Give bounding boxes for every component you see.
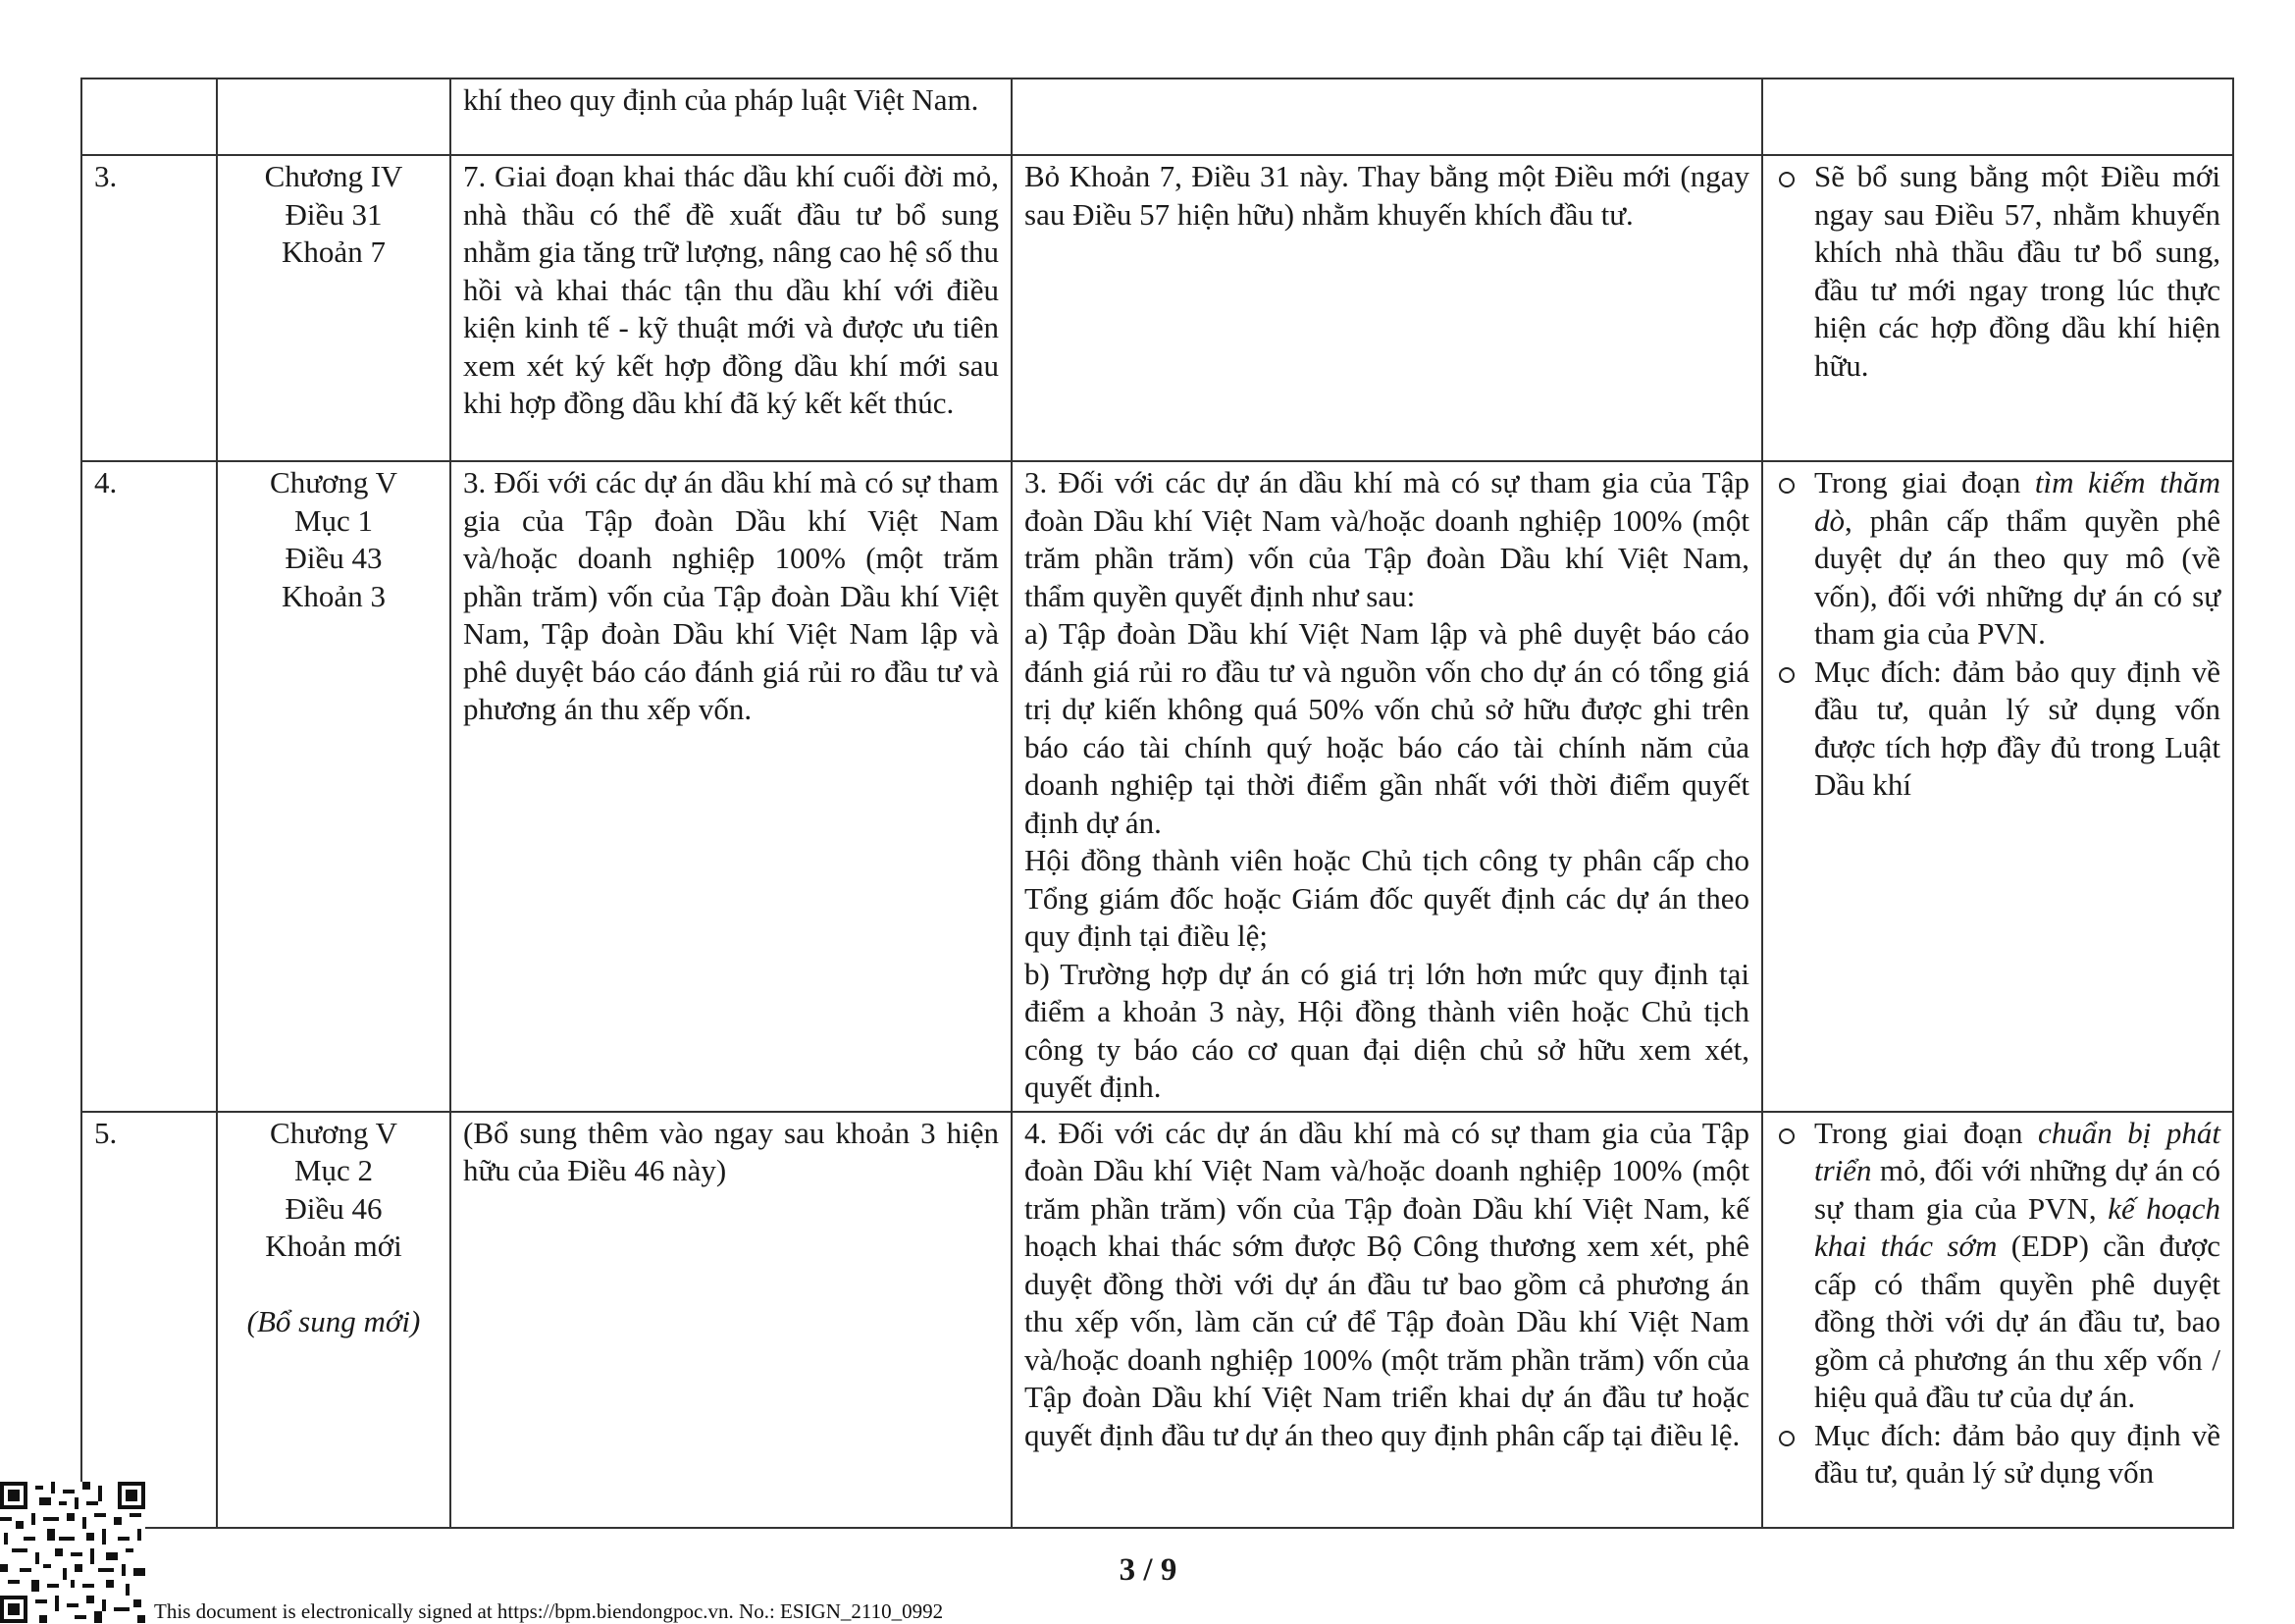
table-row [81,155,2233,461]
table-row [81,1112,2233,1528]
notes-list [1775,158,2220,385]
note-item: Sẽ bổ sung bằng một Điều mới ngay sau Điều 57, nhằm khuyến khích nhà thầu đầu tư bổ sung, đầu tư mới ngay trong lúc thực hiện các hợp đồng dầu khí hiện hữu. [1775,158,2220,385]
proposed-paragraph: 4. Đối với các dự án dầu khí mà có sự tham gia của Tập đoàn Dầu khí Việt Nam và/hoặc doanh nghiệp 100% (một trăm phần trăm) vốn của Tập đoàn Dầu khí Việt Nam, kế hoạch khai thác sớm được Bộ Công thương xem xét, phê duyệt đồng thời với dự án đầu tư bao gồm cả phương án thu xếp vốn, làm căn cứ để Tập đoàn Dầu khí Việt Nam và/hoặc doanh nghiệp 100% (một trăm phần trăm) vốn của Tập đoàn Dầu khí Việt Nam triển khai dự án đầu tư hoặc quyết định đầu tư dự án theo quy định phân cấp tại điều lệ. [1024,1115,1749,1452]
table-row [81,79,2233,155]
proposed-paragraph: b) Trường hợp dự án có giá trị lớn hơn mức quy định tại điểm a khoản 3 này, Hội đồng thành viên hoặc Chủ tịch công ty báo cáo cơ quan đại diện chủ sở hữu xem xét, quyết định. [1024,956,1749,1104]
reference-article: Điều 31 [285,196,383,232]
row-number [81,79,217,155]
proposed-paragraph: a) Tập đoàn Dầu khí Việt Nam lập và phê duyệt báo cáo đánh giá rủi ro đầu tư và nguồn vốn cho dự án có tổng giá trị dự kiến không quá 50% vốn chủ sở hữu được ghi trên báo cáo tài chính quý hoặc báo cáo tài chính năm của doanh nghiệp tại thời điểm gần nhất với thời điểm quyết định dự án. [1024,616,1749,840]
proposed-text-cell [1012,461,1762,1112]
reference-article: Điều 43 [285,541,383,575]
reference-chapter: Chương V [270,1115,397,1150]
notes-cell [1762,79,2233,155]
current-text-cell: 7. Giai đoạn khai thác dầu khí cuối đời mỏ, nhà thầu có thể đề xuất đầu tư bổ sung nhằm gia tăng trữ lượng, nâng cao hệ số thu hồi và khai thác tận thu dầu khí với điều kiện kinh tế - kỹ thuật mới và được ưu tiên xem xét ký kết hợp đồng dầu khí mới sau khi hợp đồng dầu khí đã ký kết kết thúc. [450,155,1012,461]
reference-clause: Khoản mới [265,1229,402,1263]
current-text-cell: (Bổ sung thêm vào ngay sau khoản 3 hiện hữu của Điều 46 này) [450,1112,1012,1528]
proposed-paragraph: 3. Đối với các dự án dầu khí mà có sự tham gia của Tập đoàn Dầu khí Việt Nam và/hoặc doanh nghiệp 100% (một trăm phần trăm) vốn của Tập đoàn Dầu khí Việt Nam, thẩm quyền quyết định như sau: [1024,465,1749,613]
table-row [81,461,2233,1112]
esign-notice: This document is electronically signed at https://bpm.biendongpoc.vn. No.: ESIGN_2110_0992 [154,1599,944,1623]
proposed-text-cell [1012,155,1762,461]
proposed-text-cell [1012,79,1762,155]
reference-section: Mục 2 [293,1153,374,1187]
reference-clause: Khoản 7 [282,235,386,269]
reference-section: Mục 1 [293,502,374,538]
qr-code-icon [0,1482,145,1623]
note-item: Trong giai đoạn chuẩn bị phát triển mỏ, đối với những dự án có sự tham gia của PVN, kế hoạch khai thác sớm (EDP) cần được cấp có thẩm quyền phê duyệt đồng thời với dự án đầu tư, bao gồm cả phương án thu xếp vốn / hiệu quả đầu tư của dự án. [1775,1115,2220,1417]
page-number: 3 / 9 [1119,1552,1177,1588]
reference-chapter: Chương V [270,465,397,499]
note-item: Mục đích: đảm bảo quy định về đầu tư, quản lý sử dụng vốn [1775,1417,2220,1493]
reference-clause: Khoản 3 [282,578,386,613]
current-text-cell: khí theo quy định của pháp luật Việt Nam. [450,79,1012,155]
regulation-table [80,78,2234,1529]
row-number: 4. [81,461,217,1112]
current-text-cell: 3. Đối với các dự án dầu khí mà có sự tham gia của Tập đoàn Dầu khí Việt Nam và/hoặc doanh nghiệp 100% (một trăm phần trăm) vốn của Tập đoàn Dầu khí Việt Nam, Tập đoàn Dầu khí Việt Nam lập và phê duyệt báo cáo đánh giá rủi ro đầu tư và phương án thu xếp vốn. [450,461,1012,1112]
reference-cell [217,1112,450,1528]
reference-article: Điều 46 [285,1190,383,1226]
notes-cell [1762,1112,2233,1528]
note-item: Mục đích: đảm bảo quy định về đầu tư, quản lý sử dụng vốn được tích hợp đầy đủ trong Luật Dầu khí [1775,654,2220,805]
proposed-paragraph: Hội đồng thành viên hoặc Chủ tịch công ty phân cấp cho Tổng giám đốc hoặc Giám đốc quyết định các dự án theo quy định tại điều lệ; [1024,843,1749,953]
reference-cell [217,461,450,1112]
note-item: Trong giai đoạn tìm kiếm thăm dò, phân cấp thẩm quyền phê duyệt dự án theo quy mô (về vốn), đối với những dự án có sự tham gia của PVN. [1775,464,2220,654]
reference-note: (Bổ sung mới) [246,1304,421,1338]
reference-cell [217,155,450,461]
proposed-text-cell [1012,1112,1762,1528]
notes-list [1775,464,2220,805]
reference-cell [217,79,450,155]
notes-list [1775,1115,2220,1493]
row-number: 5. [81,1112,217,1528]
reference-chapter: Chương IV [264,159,403,193]
notes-cell [1762,155,2233,461]
row-number: 3. [81,155,217,461]
proposed-paragraph: Bỏ Khoản 7, Điều 31 này. Thay bằng một Điều mới (ngay sau Điều 57 hiện hữu) nhằm khuyến khích đầu tư. [1024,159,1749,232]
notes-cell [1762,461,2233,1112]
